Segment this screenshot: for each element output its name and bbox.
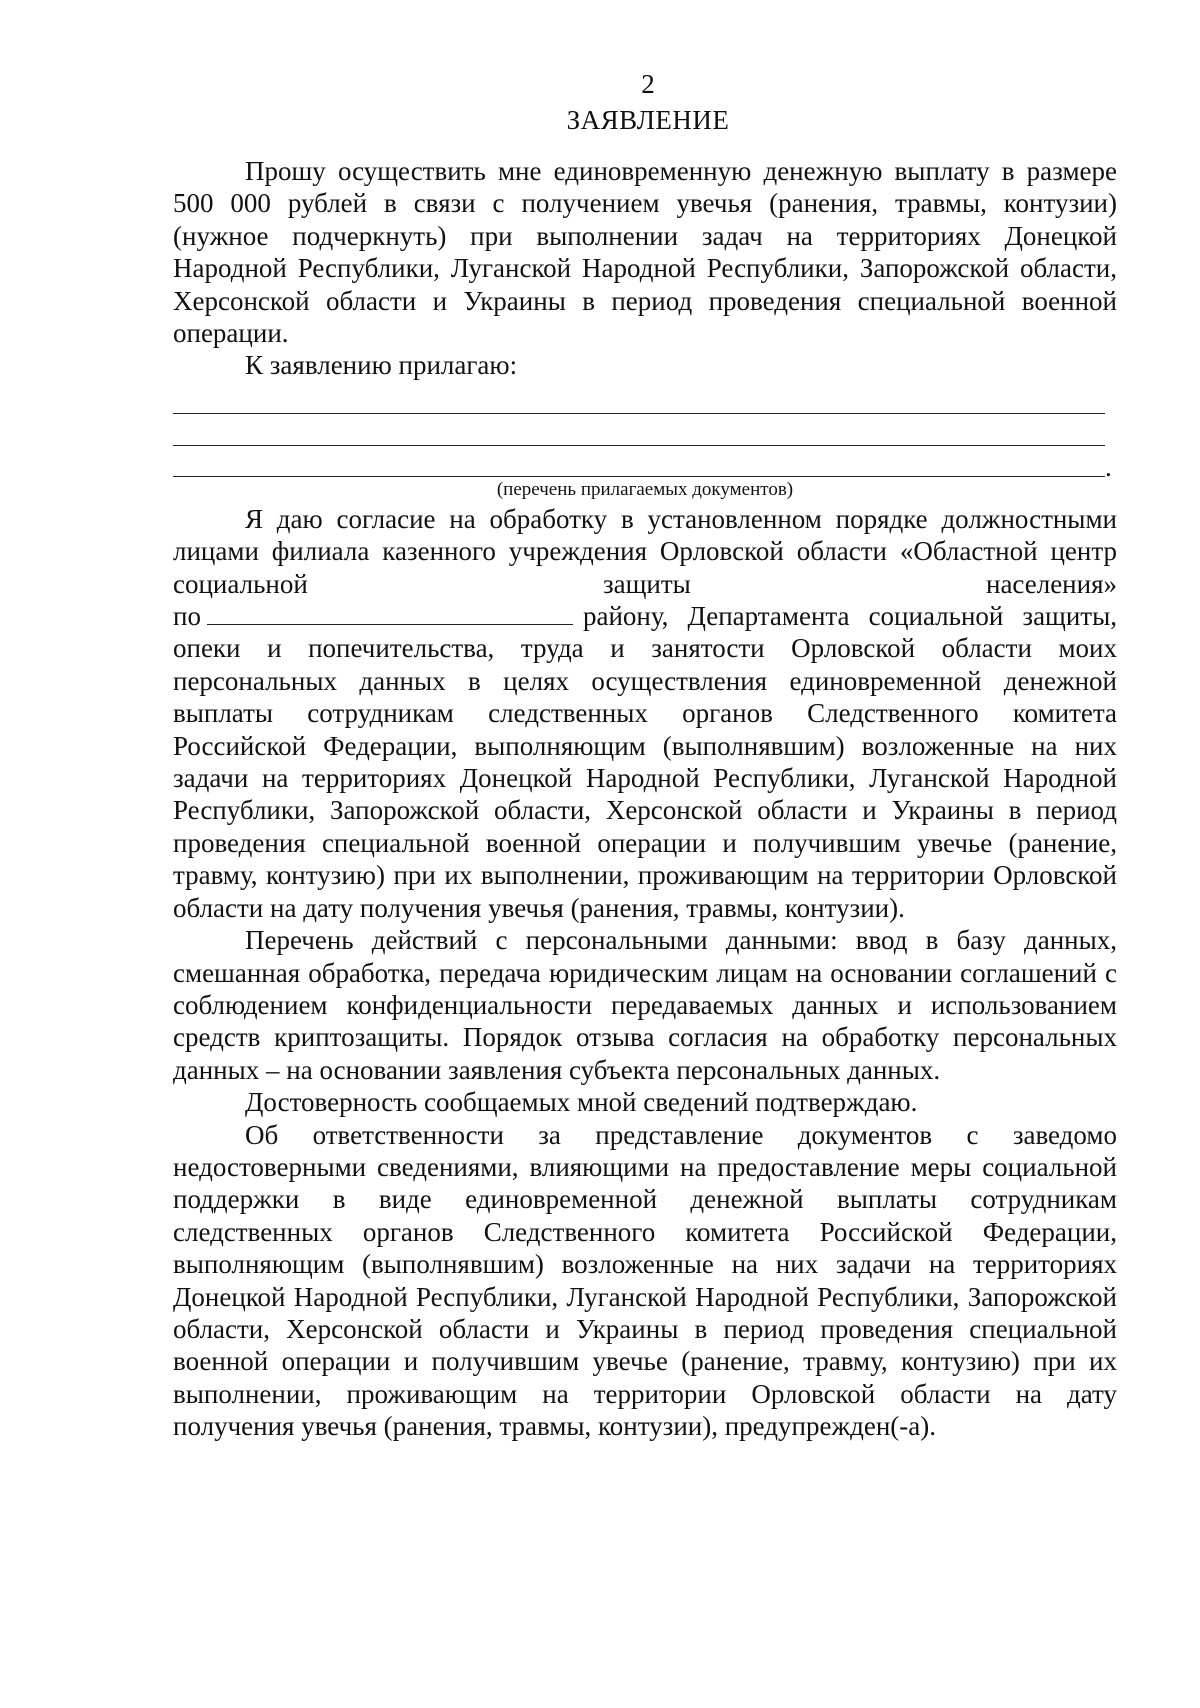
attachment-trailing-dot: .: [1105, 451, 1112, 482]
request-paragraph: Прошу осуществить мне единовременную денежную выплату в размере 500 000 рублей в связи с получением увечья (ранения, травмы, контузии) (нужное подчеркнуть) при выполнении задач на территориях Донецкой Народной Республики, Луганской Народной Республики, Запорожской области, Херсонской области и Украины в период проведения специальной военной операции.: [173, 156, 1117, 349]
attachment-line-3-row: [173, 446, 1117, 482]
confirmation-paragraph: Достоверность сообщаемых мной сведений подтверждаю.: [245, 1087, 918, 1118]
attachment-line-1[interactable]: [173, 382, 1105, 414]
actions-paragraph: Перечень действий с персональными данными: ввод в базу данных, смешанная обработка, передача юридическим лицам на основании соглашений с соблюдением конфиденциальности передаваемых данных и использованием средств криптозащиты. Порядок отзыва согласия на обработку персональных данных – на основании заявления субъекта персональных данных.: [173, 925, 1117, 1085]
consent-intro: Я даю согласие на обработку в установленном порядке должностными лицами филиала казенного учреждения Орловской области «Областной центр социальной защиты населения»: [173, 503, 1117, 599]
district-prefix: по: [173, 601, 201, 632]
attachments-label: К заявлению прилагаю:: [245, 350, 518, 381]
attachment-line-2[interactable]: [173, 414, 1105, 446]
responsibility-paragraph: Об ответственности за представление документов с заведомо недостоверными сведениями, влияющими на предоставление меры социальной поддержки в виде единовременной денежной выплаты сотрудникам следственных органов Следственного комитета Российской Федерации, выполняющим (выполнявшим) возложенные на них задачи на территориях Донецкой Народной Республики, Луганской Народной Республики, Запорожской области, Херсонской области и Украины в период проведения специальной военной операции и получившим увечье (ранение, травму, контузию) при их выполнении, проживающим на территории Орловской области на дату получения увечья (ранения, травмы, контузии), предупрежден(-а).: [173, 1119, 1117, 1442]
document-title: ЗАЯВЛЕНИЕ: [566, 105, 730, 135]
document-page: [173, 66, 1117, 1443]
page-number: 2: [641, 69, 655, 99]
district-row: [173, 600, 1117, 632]
attachment-line-3[interactable]: [173, 445, 1105, 477]
consent-continuation: опеки и попечительства, труда и занятости Орловской области моих персональных данных в целях осуществления единовременной денежной выплаты сотрудникам следственных органов Следственного комитета Российской Федерации, выполняющим (выполнявшим) возложенные на них задачи на территориях Донецкой Народной Республики, Луганской Народной Республики, Запорожской области, Херсонской области и Украины в период проведения специальной военной операции и получившим увечье (ранение, травму, контузию) при их выполнении, проживающим на территории Орловской области на дату получения увечья (ранения, травмы, контузии).: [173, 633, 1117, 923]
district-input-line[interactable]: [207, 600, 573, 625]
attachments-caption: (перечень прилагаемых документов): [496, 478, 794, 500]
district-suffix: району, Департамента социальной защиты,: [583, 601, 1117, 632]
